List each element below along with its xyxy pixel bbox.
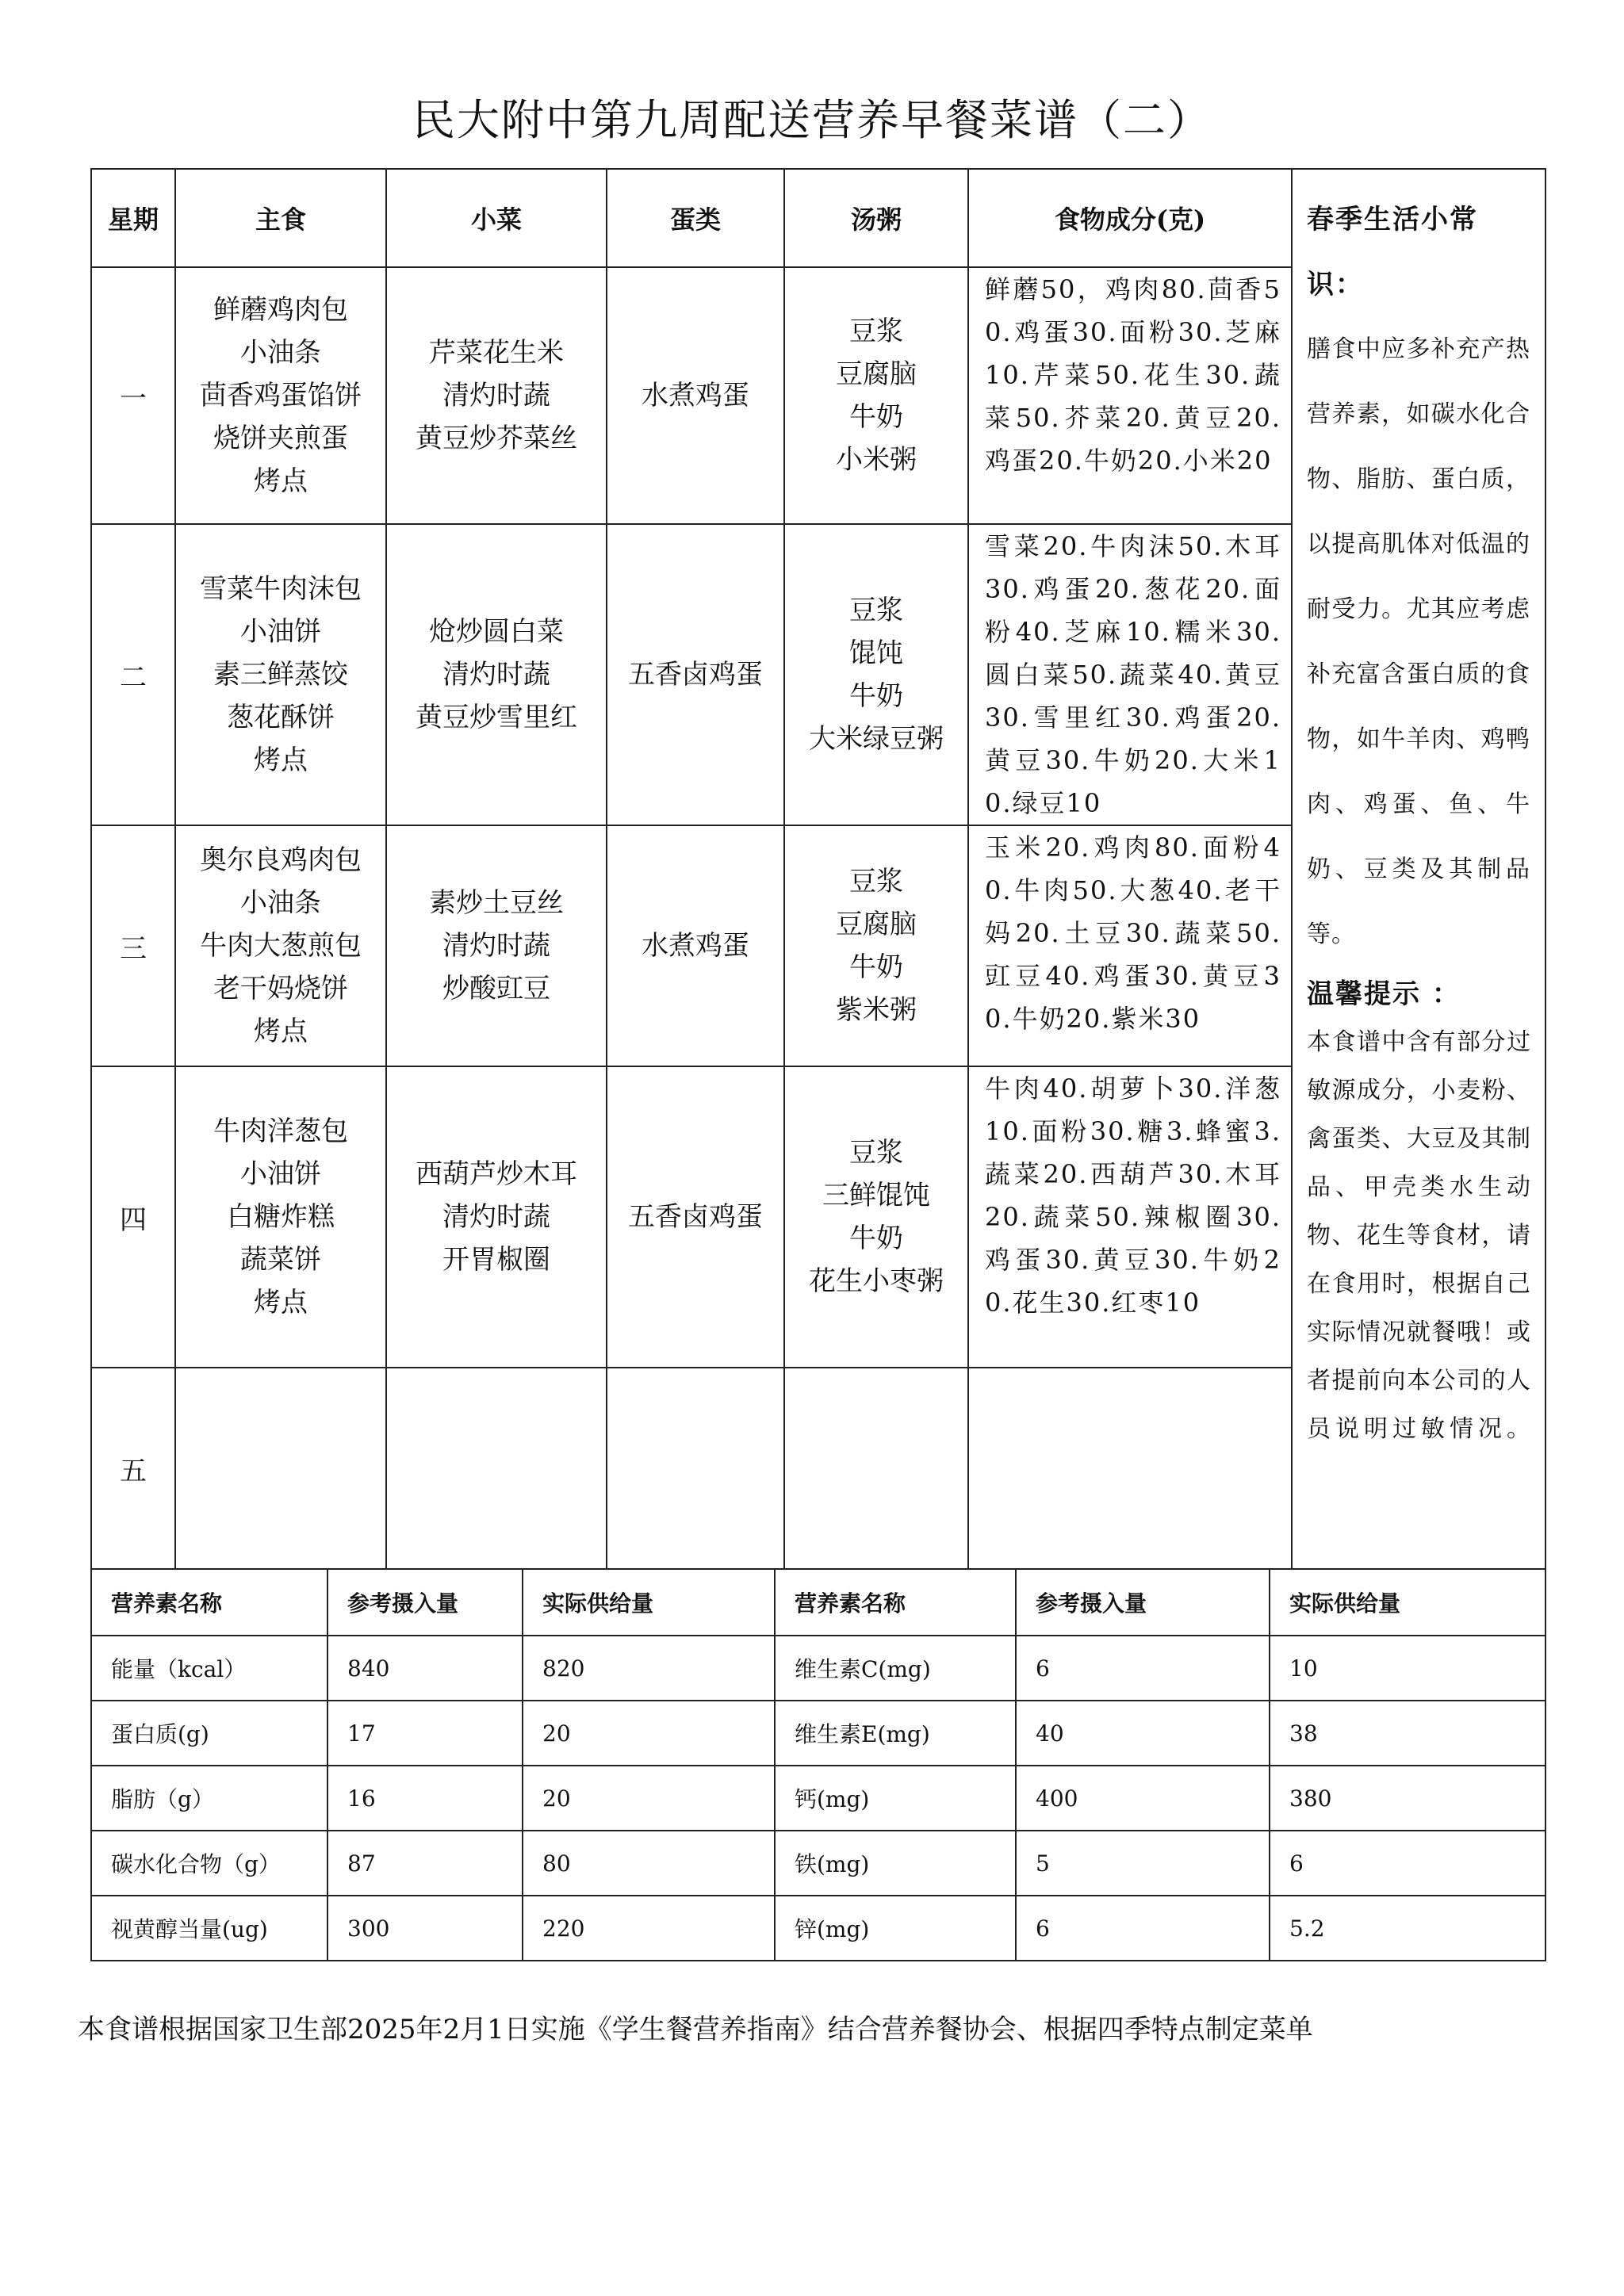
staple-item: 素三鲜蒸饺	[213, 659, 348, 691]
staple-item: 烤点	[254, 744, 308, 776]
day-cell: 三	[91, 825, 175, 1066]
day-cell: 四	[91, 1066, 175, 1368]
nutrition-cell: 20	[523, 1766, 775, 1831]
staple-item: 茴香鸡蛋馅饼	[200, 380, 362, 411]
staples-cell	[175, 825, 386, 1066]
staple-item: 牛肉大葱煎包	[200, 930, 362, 962]
side-dish-item: 芹菜花生米	[429, 337, 564, 369]
nutrition-header-cell: 实际供给量	[1270, 1569, 1545, 1636]
staple-item: 小油条	[240, 887, 321, 919]
staples-cell	[175, 524, 386, 825]
nutrition-header-cell: 参考摄入量	[327, 1569, 523, 1636]
nutrition-cell: 6	[1270, 1831, 1545, 1896]
page-title: 民大附中第九周配送营养早餐菜谱（二）	[412, 95, 1212, 145]
day-cell: 二	[91, 524, 175, 825]
nutrition-cell: 20	[523, 1701, 775, 1766]
soups-cell	[784, 524, 968, 825]
nutrition-row	[91, 1896, 1545, 1961]
side-dish-item: 炝炒圆白菜	[429, 616, 564, 648]
staple-item: 葱花酥饼	[227, 702, 335, 733]
composition-cell: 玉米20.鸡肉80.面粉40.牛肉50.大葱40.老干妈20.土豆30.蔬菜50.豇豆40.鸡蛋30.黄豆30.牛奶20.紫米30	[968, 825, 1292, 1066]
composition-cell	[968, 1368, 1292, 1569]
nutrition-cell: 视黄醇当量(ug)	[91, 1896, 327, 1961]
staples-cell	[175, 1368, 386, 1569]
staple-item: 烤点	[254, 465, 308, 497]
nutrition-row	[91, 1766, 1545, 1831]
nutrition-table	[90, 1568, 1546, 1961]
nutrition-cell: 钙(mg)	[775, 1766, 1016, 1831]
nutrition-header-cell: 参考摄入量	[1016, 1569, 1270, 1636]
nutrition-row	[91, 1701, 1545, 1766]
soup-item: 豆腐脑	[836, 909, 917, 940]
staple-item: 烤点	[254, 1016, 308, 1047]
nutrition-cell: 38	[1270, 1701, 1545, 1766]
nutrition-cell: 300	[327, 1896, 523, 1961]
menu-header-cell: 汤粥	[784, 169, 968, 267]
staple-item: 烧饼夹煎蛋	[213, 423, 348, 454]
sides-cell	[386, 267, 607, 524]
side-dish-item: 黄豆炒芥菜丝	[416, 423, 577, 454]
staples-cell	[175, 1066, 386, 1368]
soup-item: 豆浆	[849, 1137, 903, 1169]
footer-note: 本食谱根据国家卫生部2025年2月1日实施《学生餐营养指南》结合营养餐协会、根据四季特点制定菜单	[78, 2014, 1313, 2045]
nutrition-cell: 840	[327, 1636, 523, 1701]
menu-header-cell: 小菜	[386, 169, 607, 267]
composition-cell: 牛肉40.胡萝卜30.洋葱10.面粉30.糖3.蜂蜜3.蔬菜20.西葫芦30.木耳20.蔬菜50.辣椒圈30.鸡蛋30.黄豆30.牛奶20.花生30.红枣10	[968, 1066, 1292, 1368]
side-dish-item: 清灼时蔬	[442, 380, 550, 411]
nutrition-cell: 脂肪（g）	[91, 1766, 327, 1831]
soup-item: 豆浆	[849, 595, 903, 626]
staple-item: 老干妈烧饼	[213, 973, 348, 1004]
nutrition-cell: 维生素E(mg)	[775, 1701, 1016, 1766]
soup-item: 大米绿豆粥	[809, 723, 944, 755]
staple-item: 鲜蘑鸡肉包	[213, 294, 348, 326]
sidebar-notes	[1292, 169, 1545, 1569]
side-dish-item: 开胃椒圈	[442, 1244, 550, 1276]
nutrition-cell: 铁(mg)	[775, 1831, 1016, 1896]
staple-item: 烤点	[254, 1287, 308, 1318]
staple-item: 白糖炸糕	[227, 1201, 335, 1233]
side-dish-item: 清灼时蔬	[442, 659, 550, 691]
nutrition-cell: 820	[523, 1636, 775, 1701]
menu-header-row	[91, 169, 1545, 267]
nutrition-cell: 6	[1016, 1896, 1270, 1961]
tips-title: 春季生活小常识：	[1307, 204, 1478, 300]
staple-item: 雪菜牛肉沫包	[200, 573, 362, 605]
nutrition-cell: 400	[1016, 1766, 1270, 1831]
eggs-cell: 水煮鸡蛋	[607, 267, 784, 524]
nutrition-cell: 能量（kcal）	[91, 1636, 327, 1701]
nutrition-header-cell: 营养素名称	[91, 1569, 327, 1636]
staple-item: 小油条	[240, 337, 321, 369]
eggs-cell	[607, 1368, 784, 1569]
staple-item: 小油饼	[240, 616, 321, 648]
warm-body: 本食谱中含有部分过敏源成分，小麦粉、禽蛋类、大豆及其制品、甲壳类水生动物、花生等食材，请在食用时，根据自己实际情况就餐哦！或者提前向本公司的人员说明过敏情况。	[1307, 1028, 1530, 1443]
nutrition-cell: 380	[1270, 1766, 1545, 1831]
menu-header-cell: 主食	[175, 169, 386, 267]
side-dish-item: 西葫芦炒木耳	[416, 1158, 577, 1190]
soup-item: 豆浆	[849, 866, 903, 897]
warm-title: 温馨提示 ：	[1307, 978, 1461, 1010]
staples-cell	[175, 267, 386, 524]
side-dish-item: 素炒土豆丝	[429, 887, 564, 919]
side-dish-item: 清灼时蔬	[442, 1201, 550, 1233]
tips-body: 膳食中应多补充产热营养素，如碳水化合物、脂肪、蛋白质，以提高肌体对低温的耐受力。尤其应考虑补充富含蛋白质的食物，如牛羊肉、鸡鸭肉、鸡蛋、鱼、牛奶、豆类及其制品等。	[1307, 335, 1530, 948]
nutrition-cell: 维生素C(mg)	[775, 1636, 1016, 1701]
staple-item: 奥尔良鸡肉包	[200, 844, 362, 876]
soup-item: 牛奶	[849, 1223, 903, 1254]
nutrition-cell: 87	[327, 1831, 523, 1896]
menu-header-cell: 蛋类	[607, 169, 784, 267]
eggs-cell: 水煮鸡蛋	[607, 825, 784, 1066]
sides-cell	[386, 825, 607, 1066]
nutrition-row	[91, 1636, 1545, 1701]
soup-item: 牛奶	[849, 680, 903, 712]
nutrition-header-row	[91, 1569, 1545, 1636]
staple-item: 牛肉洋葱包	[213, 1115, 348, 1147]
soup-item: 牛奶	[849, 951, 903, 983]
soup-item: 紫米粥	[836, 994, 917, 1026]
nutrition-cell: 220	[523, 1896, 775, 1961]
soup-item: 豆腐脑	[836, 358, 917, 390]
soups-cell	[784, 1066, 968, 1368]
sides-cell	[386, 524, 607, 825]
soup-item: 小米粥	[836, 444, 917, 476]
soup-item: 馄饨	[849, 637, 903, 669]
nutrition-cell: 蛋白质(g)	[91, 1701, 327, 1766]
nutrition-cell: 17	[327, 1701, 523, 1766]
staple-item: 小油饼	[240, 1158, 321, 1190]
menu-table	[90, 168, 1546, 1570]
soup-item: 豆浆	[849, 316, 903, 347]
nutrition-cell: 6	[1016, 1636, 1270, 1701]
side-dish-item: 炒酸豇豆	[442, 973, 550, 1004]
side-dish-item: 清灼时蔬	[442, 930, 550, 962]
eggs-cell: 五香卤鸡蛋	[607, 1066, 784, 1368]
soups-cell	[784, 1368, 968, 1569]
soups-cell	[784, 825, 968, 1066]
soup-item: 牛奶	[849, 401, 903, 433]
soup-item: 花生小枣粥	[809, 1265, 944, 1297]
soup-item: 三鲜馄饨	[822, 1180, 930, 1211]
day-cell: 一	[91, 267, 175, 524]
composition-cell: 鲜蘑50，鸡肉80.茴香50.鸡蛋30.面粉30.芝麻10.芹菜50.花生30.蔬菜50.芥菜20.黄豆20.鸡蛋20.牛奶20.小米20	[968, 267, 1292, 524]
nutrition-cell: 10	[1270, 1636, 1545, 1701]
sides-cell	[386, 1066, 607, 1368]
nutrition-cell: 5.2	[1270, 1896, 1545, 1961]
nutrition-header-cell: 实际供给量	[523, 1569, 775, 1636]
nutrition-cell: 40	[1016, 1701, 1270, 1766]
nutrition-header-cell: 营养素名称	[775, 1569, 1016, 1636]
composition-cell: 雪菜20.牛肉沫50.木耳30.鸡蛋20.葱花20.面粉40.芝麻10.糯米30.圆白菜50.蔬菜40.黄豆30.雪里红30.鸡蛋20.黄豆30.牛奶20.大米10.绿豆10	[968, 524, 1292, 825]
staple-item: 蔬菜饼	[240, 1244, 321, 1276]
nutrition-row	[91, 1831, 1545, 1896]
side-dish-item: 黄豆炒雪里红	[416, 702, 577, 733]
day-cell: 五	[91, 1368, 175, 1569]
nutrition-cell: 80	[523, 1831, 775, 1896]
nutrition-cell: 16	[327, 1766, 523, 1831]
eggs-cell: 五香卤鸡蛋	[607, 524, 784, 825]
menu-header-cell: 星期	[91, 169, 175, 267]
nutrition-cell: 碳水化合物（g）	[91, 1831, 327, 1896]
sides-cell	[386, 1368, 607, 1569]
nutrition-cell: 锌(mg)	[775, 1896, 1016, 1961]
menu-header-cell: 食物成分(克)	[968, 169, 1292, 267]
nutrition-cell: 5	[1016, 1831, 1270, 1896]
soups-cell	[784, 267, 968, 524]
